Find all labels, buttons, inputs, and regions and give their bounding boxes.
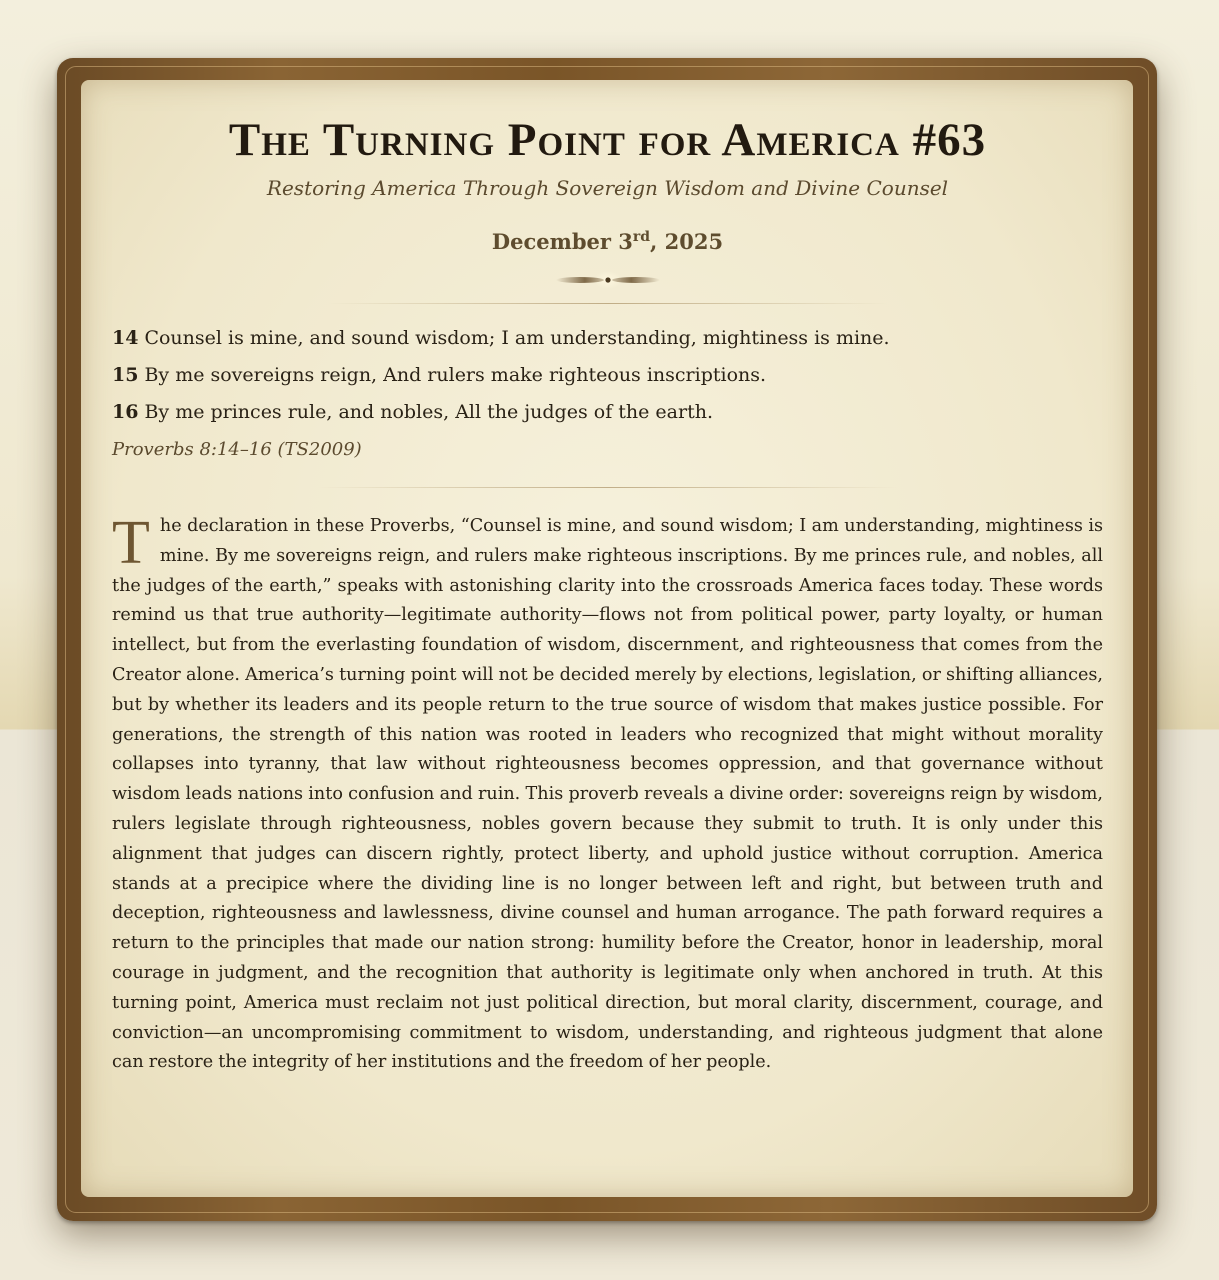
publication-date [112,222,1103,257]
verse-text: By me sovereigns reign, And rulers make righteous inscriptions. [144,364,767,386]
flourish-divider-icon [543,271,673,289]
verse-14 [112,320,1103,357]
drop-cap: T [112,509,150,577]
page-title: The Turning Point for America #63 [228,114,987,166]
scripture-verses [112,320,1103,431]
article-text: he declaration in these Proverbs, “Counsel is mine, and sound wisdom; I am understanding, mightiness is mine. By me sovereigns reign, and rulers make righteous inscriptions. By me princes rule, and nobles, all the judges of the earth,” speaks with astonishing clarity into the crossroads America faces today. These words remind us that true authority—legitimate authority—flows not from political power, party loyalty, or human intellect, but from the everlasting foundation of wisdom, discernment, and righteousness that comes from the Creator alone. America’s turning point will not be decided merely by elections, legislation, or shifting alliances, but by whether its leaders and its people return to the true source of wisdom that makes justice possible. For generations, the strength of this nation was rooted in leaders who recognized that might without morality collapses into tyranny, that law without righteousness becomes oppression, and that governance without wisdom leads nations into confusion and ruin. This proverb reveals a divine order: sovereigns reign by wisdom, rulers legislate through righteousness, nobles govern because they submit to truth. It is only under this alignment that judges can discern rightly, protect liberty, and uphold justice without corruption. America stands at a precipice where the dividing line is no longer between left and right, but between truth and deception, righteousness and lawlessness, divine counsel and human arrogance. The path forward requires a return to the principles that made our nation strong: humility before the Creator, honor in leadership, moral courage in judgment, and the recognition that authority is legitimate only when anchored in truth. At this turning point, America must reclaim not just political direction, but moral clarity, discernment, courage, and conviction—an uncompromising commitment to wisdom, understanding, and righteous judgment that alone can restore the integrity of her institutions and the freedom of her people. [112,516,1103,1073]
parchment-page [81,80,1133,1197]
date-month-day: December 3 [491,229,633,254]
verse-number: 16 [112,401,139,423]
verse-number: 14 [112,327,139,349]
wooden-frame [57,58,1157,1221]
date-ordinal: rd [632,229,651,245]
verse-text: By me princes rule, and nobles, All the judges of the earth. [144,401,713,423]
date-year: , 2025 [650,229,724,254]
scripture-citation: Proverbs 8:14–16 (TS2009) [112,439,362,460]
verse-15 [112,357,1103,394]
verse-number: 15 [112,364,139,386]
verse-16 [112,394,1103,431]
verse-text: Counsel is mine, and sound wisdom; I am understanding, mightiness is mine. [144,327,890,349]
page-subtitle: Restoring America Through Sovereign Wisdom and Divine Counsel [266,176,949,200]
divider-line [318,487,898,488]
article-body [112,509,1103,1078]
divider-line [328,303,888,304]
